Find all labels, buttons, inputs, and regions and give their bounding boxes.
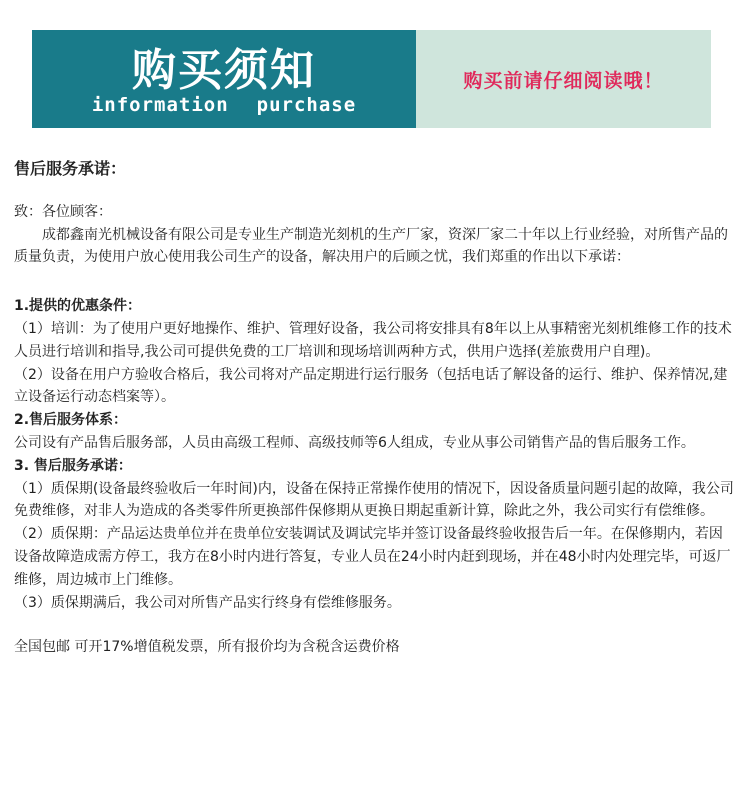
section-2-title: 2.售后服务体系： [14, 412, 128, 429]
greeting: 致：各位顾客： [14, 203, 112, 220]
section-3-item-3: （3）质保期满后，我公司对所售产品实行终身有偿维修服务。 [14, 594, 401, 611]
spacer [14, 269, 736, 295]
section-1-title: 1.提供的优惠条件： [14, 298, 142, 315]
banner-title: 购买须知 [132, 45, 316, 96]
banner-tip-panel [416, 30, 711, 128]
document-heading: 售后服务承诺： [14, 159, 127, 178]
banner-subtitle [32, 94, 416, 116]
section-3-item-2: （2）质保期：产品运达贵单位并在贵单位安装调试及调试完毕并签订设备最终验收报告后一年。在保修期内，若因设备故障造成需方停工，我方在8小时内进行答复，专业人员在24小时内赶到现场，并在48小时内处理完毕，可返厂维修，周边城市上门维修。 [14, 526, 731, 588]
banner-tip: 购买前请仔细阅读哦！ [463, 69, 664, 92]
section-2-text: 公司设有产品售后服务部，人员由高级工程师、高级技师等6人组成，专业从事公司销售产品的售后服务工作。 [14, 434, 695, 451]
footer-note: 全国包邮 可开17%增值税发票，所有报价均为含税含运费价格 [14, 639, 400, 656]
section-3-item-1: （1）质保期(设备最终验收后一年时间)内，设备在保持正常操作使用的情况下，因设备质量问题引起的故障，我公司免费维修，对非人为造成的各类零件所更换部件保修期从更换日期起重新计算，除此之外，我公司实行有偿维修。 [14, 480, 734, 520]
banner-subtitle-information: information [91, 94, 229, 116]
section-3-title: 3. 售后服务承诺： [14, 457, 132, 474]
banner-subtitle-purchase: purchase [256, 94, 357, 116]
purchase-notice-banner [32, 30, 711, 128]
section-1-item-1: （1）培训：为了使用户更好地操作、维护、管理好设备，我公司将安排具有8年以上从事精密光刻机维修工作的技术人员进行培训和指导,我公司可提供免费的工厂培训和现场培训两种方式，供用户选择(差旅费用户自理)。 [14, 320, 732, 360]
after-sales-document [14, 158, 736, 659]
section-1-item-2: （2）设备在用户方验收合格后，我公司将对产品定期进行运行服务（包括电话了解设备的运行、维护、保养情况,建立设备运行动态档案等）。 [14, 366, 728, 406]
spacer [14, 614, 736, 636]
banner-title-panel [32, 30, 416, 128]
intro-paragraph: 成都鑫南光机械设备有限公司是专业生产制造光刻机的生产厂家，资深厂家二十年以上行业经验，对所售产品的质量负责，为使用户放心使用我公司生产的设备，解决用户的后顾之忧，我们郑重的作出以下承诺： [14, 226, 728, 266]
